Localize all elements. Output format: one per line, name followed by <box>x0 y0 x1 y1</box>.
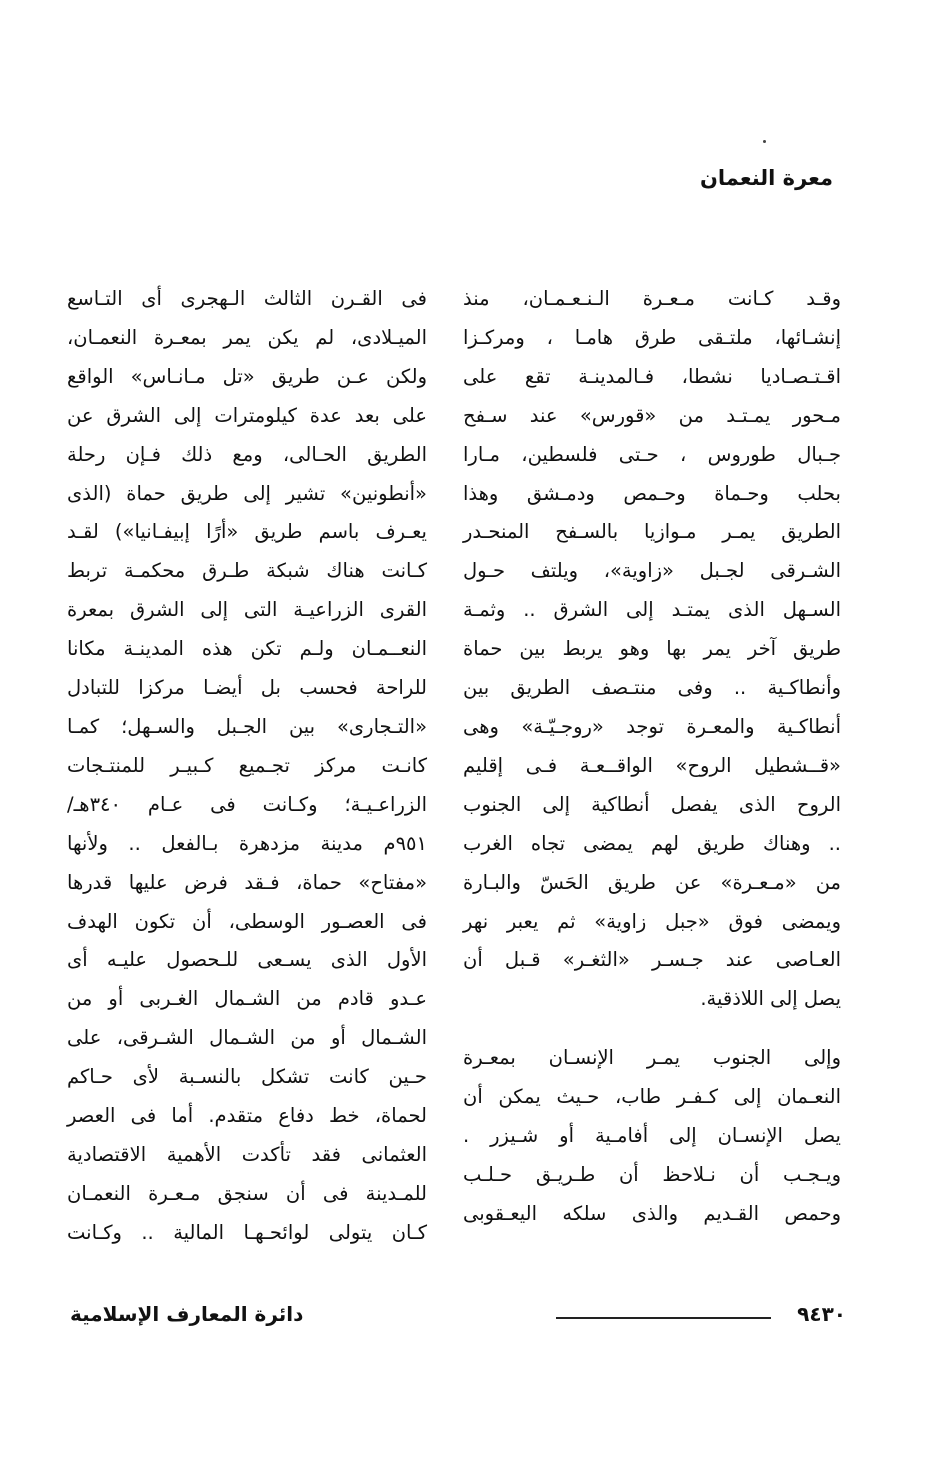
text-line: على بعد عدة كیلومترات إلى الشرق عن <box>67 403 427 427</box>
text-line: كـانت هناك شبكة طـرق محكمـة تربط <box>67 559 427 583</box>
paragraph-3 <box>67 280 427 1253</box>
paragraph-1 <box>463 280 841 1019</box>
text-line: الزراعـیـة؛ وكـانت فى عـام ٣٤٠هـ/ <box>67 792 427 816</box>
text-line: وأنطاكـیة .. وفى منتـصف الطریق بین <box>463 676 841 700</box>
text-line: الشـمال أو من الشـمال الشـرقى، على <box>67 1026 427 1050</box>
text-line: من «مـعـرة» عن طریق الحَسّ والبـارة <box>463 870 841 894</box>
text-line: للمـدینة فى أن سنجق مـعـرة النعمـان <box>67 1181 427 1205</box>
paragraph-gap <box>463 1019 841 1039</box>
text-line: لحماة، خط دفاع متقدم. أما فى العصر <box>67 1104 427 1128</box>
text-line: ویمضى فوق «جبل زاویة» ثم یعبر نهر <box>463 909 841 933</box>
text-line: فى العصـور الوسطى، أن تكون الهدف <box>67 909 427 933</box>
text-line: كـان یتولى لوائحـهـا المالیة .. وكـانت <box>67 1220 427 1244</box>
text-line: یصل الإنسـان إلى أفامـیة أو شـیزر . <box>463 1124 841 1148</box>
text-line: العـاصى عند جـسـر «الثغـر» قـبل أن <box>463 948 841 972</box>
text-line: المیـلادى، لم یكن یمر بمعـرة النعمـان، <box>67 325 427 349</box>
text-line: إنشـائها، ملتـقى طرق هامـا ، ومركـزا <box>463 325 841 349</box>
right-column <box>463 280 841 1234</box>
text-line: النعـمان إلى كـفـر طاب، حـیث یمكن أن <box>463 1085 841 1109</box>
text-line: القرى الزراعیـة التى إلى الشرق بمعرة <box>67 598 427 622</box>
text-line: مـحور یمـتـد من «قورس» عند سـفح <box>463 403 841 427</box>
text-line: ٩٥١م مدینة مزدهرة بـالفعل .. ولأنها <box>67 831 427 855</box>
footer-rule <box>556 1317 771 1319</box>
left-column <box>67 280 427 1253</box>
text-line: فى القـرن الثالث الـهجرى أى التـاسع <box>67 287 427 310</box>
text-line: العثمانى فقد تأكدت الأهمیة الاقتصادیة <box>67 1142 427 1166</box>
text-line: السـهل الذى یمتـد إلى الشرق .. وثمـة <box>463 598 841 622</box>
text-line: النعــمـان ولـم تكن هذه المدینـة مكانا <box>67 637 427 661</box>
text-line: وحمص القـدیم والذى سلكه الیعـقوبى <box>463 1201 841 1225</box>
text-line: وقـد كـانت مـعـرة الـنـعـمـان، منذ <box>463 287 841 310</box>
text-line: للراحة فحسب بل أیضـا مركزا للتبادل <box>67 676 427 700</box>
text-line: یعـرف باسم طریق «أرًا إبیفـانیا») لقـد <box>67 520 427 544</box>
text-line: وإلى الجنوب یمـر الإنسـان بمعـرة <box>463 1046 841 1070</box>
text-line: الطریق الحـالى، ومع ذلك فـإن رحلة <box>67 442 427 466</box>
text-line: «قــشطیل الروح» الواقــعـة فـى إقلیم <box>463 753 841 777</box>
text-line: یصل إلى اللاذقیة. <box>700 987 841 1011</box>
text-line: بحلب وحـماة وحـمص ودمـشق وهذا <box>463 481 841 505</box>
text-line: اقـتـصـادیا نشطا، فـالمدینـة تقع على <box>463 364 841 388</box>
text-line: الطريق یمـر مـوازیا بالسـفح المنحـدر <box>463 520 841 544</box>
page-footer <box>70 1302 846 1332</box>
text-line: الروح الذى یفصل أنطاكیة إلى الجنوب <box>463 792 841 816</box>
text-line: طریق آخر یمر بها وهو یربط بین حماة <box>463 637 841 661</box>
text-line: «التـجارى» بین الجـبل والسـهل؛ كمـا <box>67 714 427 738</box>
page-title: معرة النعمان <box>699 166 833 190</box>
text-line: حـین كانت تشكل بالنسـبة لأى حـاكم <box>67 1065 427 1089</box>
text-line: «أنطونین» تشیر إلى طریق حماة (الذى <box>67 481 427 505</box>
text-line: .. وهناك طریق لهم یمضى تجاه الغرب <box>463 831 841 855</box>
text-line: عـدو قادم من الشـمال الغـربى أو من <box>67 987 427 1011</box>
text-line: كانـت مركز تجـمیع كـبیـر للمنتـجات <box>67 753 427 777</box>
text-line: ولكن عـن طریق «تل مـانـاس» الواقع <box>67 364 427 388</box>
page-number: ٩٤٣٠ <box>797 1302 846 1326</box>
text-line: ویـجـب أن نـلاحظ أن طـریـق حـلـب <box>463 1162 841 1186</box>
text-line: الشـرقى لجـبل «زاویة»، ویلتف حـول <box>463 559 841 583</box>
text-line: جـبال طوروس ، حـتى فلسطین، مـارا <box>463 442 841 466</box>
speck <box>763 140 766 143</box>
paragraph-2 <box>463 1039 841 1234</box>
publication-title: دائرة المعارف الإسلامية <box>70 1302 304 1326</box>
text-line: أنطاكـیة والمعـرة توجد «روجـیّـة» وهى <box>463 714 841 738</box>
text-line: «مفتاح» حماة، فـقد فرض علیها قدرها <box>67 870 427 894</box>
text-line: الأول الذى یسـعى للـحصول علیـه أى <box>67 948 427 972</box>
